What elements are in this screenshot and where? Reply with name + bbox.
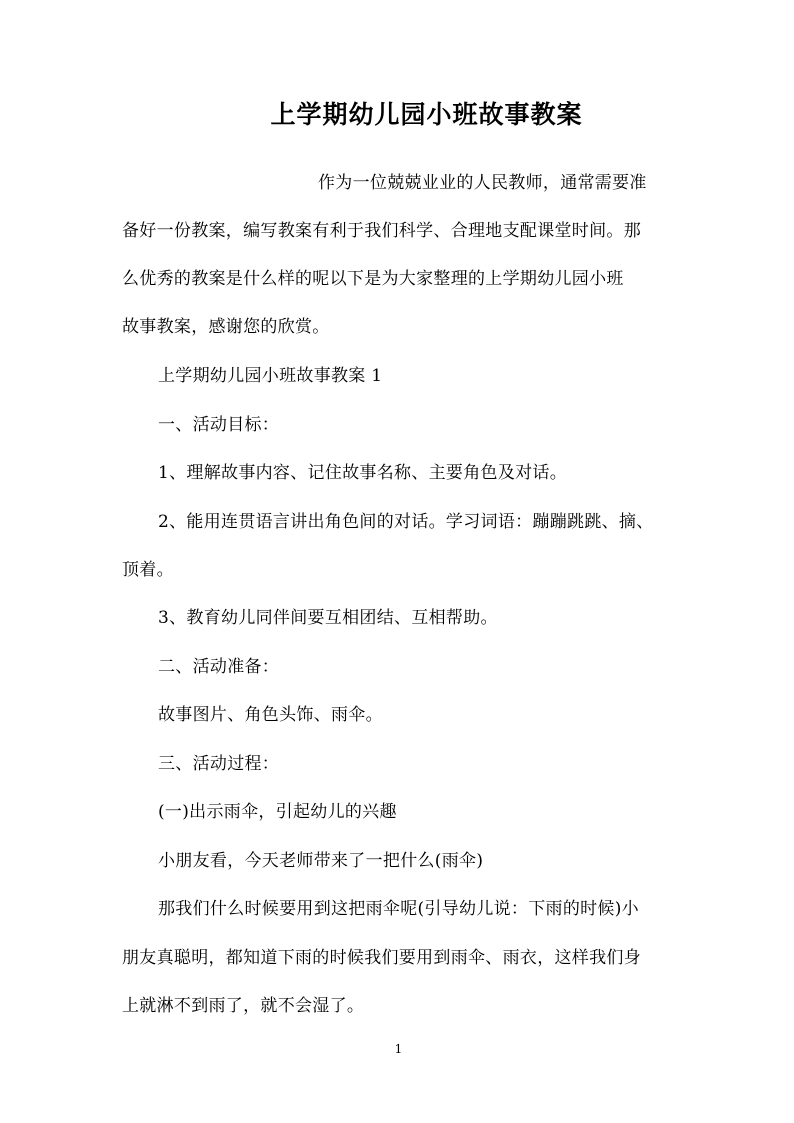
step-1-body-line-1: 那我们什么时候要用到这把雨伞呢(引导幼儿说：下雨的时候)小 xyxy=(158,899,639,919)
section-title: 上学期幼儿园小班故事教案 1 xyxy=(158,366,383,386)
goal-item-2-line-2: 顶着。 xyxy=(122,560,174,580)
goal-item-1: 1、理解故事内容、记住故事名称、主要角色及对话。 xyxy=(158,463,568,483)
goal-item-2-line-1: 2、能用连贯语言讲出角色间的对话。学习词语：蹦蹦跳跳、摘、 xyxy=(158,512,654,532)
step-1-body-line-2: 朋友真聪明，都知道下雨的时候我们要用到雨伞、雨衣，这样我们身 xyxy=(122,948,641,968)
document-title: 上学期幼儿园小班故事教案 xyxy=(270,100,583,129)
process-heading: 三、活动过程： xyxy=(158,754,280,774)
goals-heading: 一、活动目标： xyxy=(158,415,280,435)
intro-line-4: 故事教案，感谢您的欣赏。 xyxy=(122,317,330,337)
goal-item-3: 3、教育幼儿同伴间要互相团结、互相帮助。 xyxy=(158,608,498,628)
intro-line-2: 备好一份教案，编写教案有利于我们科学、合理地支配课堂时间。那 xyxy=(122,221,641,241)
step-1-body-line-3: 上就淋不到雨了，就不会湿了。 xyxy=(122,996,365,1016)
page-number: 1 xyxy=(394,1042,403,1056)
step-1-heading: (一)出示雨伞，引起幼儿的兴趣 xyxy=(158,802,397,822)
prep-text: 故事图片、角色头饰、雨伞。 xyxy=(158,705,383,725)
intro-line-1: 作为一位兢兢业业的人民教师，通常需要准 xyxy=(318,173,647,193)
intro-line-3: 么优秀的教案是什么样的呢以下是为大家整理的上学期幼儿园小班 xyxy=(122,269,624,289)
prep-heading: 二、活动准备： xyxy=(158,657,280,677)
step-1-question: 小朋友看，今天老师带来了一把什么(雨伞) xyxy=(158,851,484,871)
